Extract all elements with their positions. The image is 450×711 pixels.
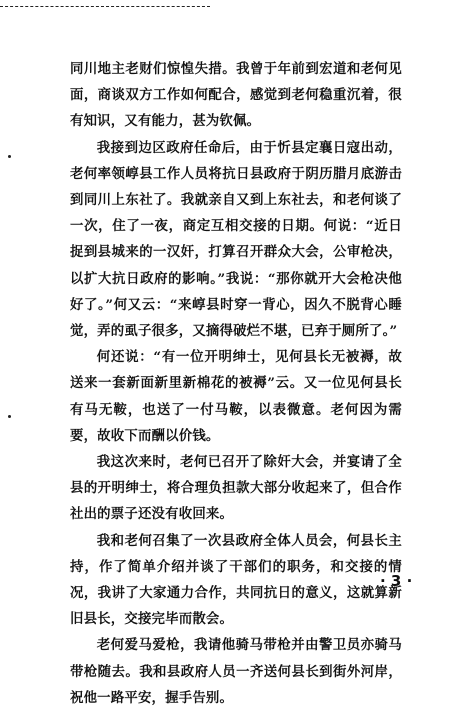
paragraph-2: 我接到边区政府任命后，由于忻县定襄日寇出动，老何率领崞县工作人员将抗日县政府于阴历腊月底游击到同川上东社了。我就亲自又到上东社去，和老何谈了一次，住了一夜，商定互相交接的日期。何说：“近日捉到县城来的一汉奸，打算召开群众大会，公审枪决，以扩大抗日政府的影响。”我说：“那你就开大会枪决他好了。”何又云：“来崞县时穿一背心，因久不脱背心睡觉，弄的虱子很多，又摘得破烂不堪，已弃于厕所了。”	[70, 139, 402, 340]
paragraph-5: 我和老何召集了一次县政府全体人员会，何县长主持，作了简单介绍并谈了干部们的职务，和交接的情况，我讲了大家通力合作，共同抗日的意义，这就算新旧县长，交接完毕而散会。	[70, 532, 402, 628]
margin-dot	[8, 415, 11, 418]
margin-dot	[8, 155, 11, 158]
paragraph-1: 同川地主老财们惊惶失措。我曾于年前到宏道和老何见面，商谈双方工作如何配合，感觉到老何稳重沉着，很有知识，又有能力，甚为钦佩。	[70, 61, 402, 130]
page-body	[70, 56, 402, 711]
paragraph-4: 我这次来时，老何已召开了除奸大会，并宴请了全县的开明绅士，将合理负担款大部分收起来了，但合作社出的票子还没有收回来。	[70, 454, 402, 523]
paragraph-6: 老何爱马爱枪，我请他骑马带枪并由警卫员亦骑马带枪随去。我和县政府人员一齐送何县长到街外河岸，祝他一路平安，握手告别。	[70, 637, 402, 706]
page-number: · 3 ·	[380, 572, 413, 590]
top-dashed-rule	[0, 6, 210, 7]
paragraph-3: 何还说：“有一位开明绅士，见何县长无被褥，故送来一套新面新里新棉花的被褥”云。又一位见何县长有马无鞍，也送了一付马鞍，以表微意。老何因为需要，故收下而酬以价钱。	[70, 349, 402, 444]
